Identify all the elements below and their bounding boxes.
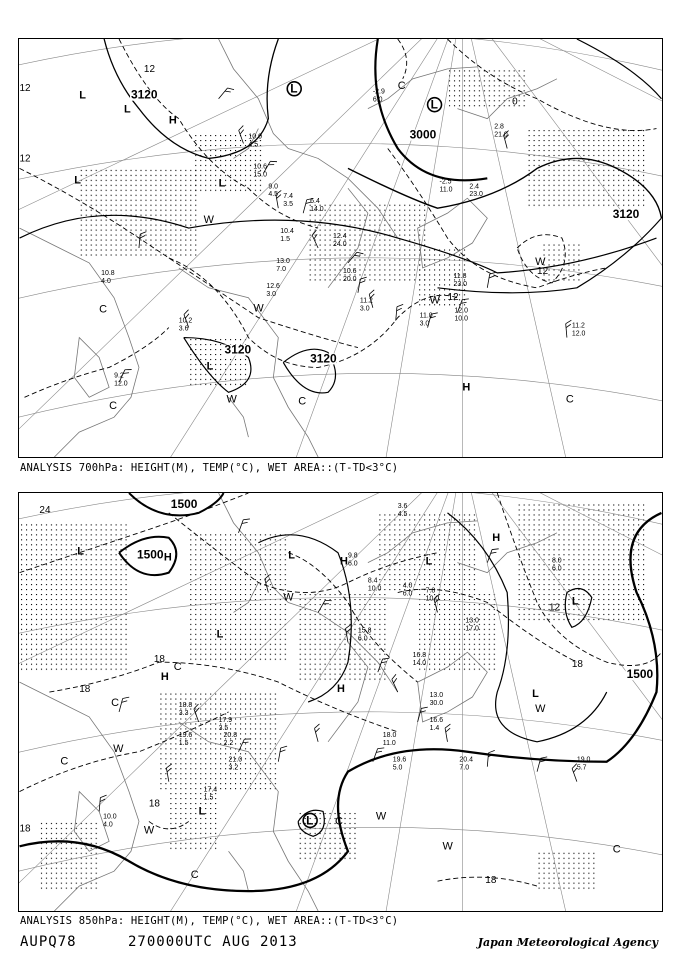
station-plot	[440, 178, 453, 193]
station-temperature: 12.6	[266, 282, 280, 290]
high-pressure-center: H	[492, 531, 501, 544]
station-temperature: 19.6	[178, 731, 193, 739]
station-plot	[420, 313, 433, 328]
wet-area-patch	[159, 692, 278, 792]
high-pressure-center: H	[462, 381, 471, 394]
low-pressure-center: L	[290, 81, 298, 96]
station-plot	[393, 757, 407, 772]
station-dewpoint-depression: 3.0	[419, 320, 430, 328]
station-temperature: 10.2	[178, 317, 193, 325]
wind-barb	[487, 547, 498, 565]
warm-center: W	[226, 393, 237, 406]
wind-barb	[278, 745, 287, 763]
station-dewpoint-depression: 2.2	[223, 739, 234, 747]
wet-area-patch	[20, 523, 129, 672]
station-plot	[283, 193, 293, 208]
station-dewpoint-depression: 1.5	[203, 794, 214, 802]
station-dewpoint-depression: 6.0	[551, 565, 562, 573]
station-temperature: 11.8	[453, 272, 467, 280]
station-dewpoint-depression: 14.0	[412, 660, 427, 668]
isotherm-label: 12	[143, 63, 156, 75]
station-temperature: 19.0	[576, 756, 591, 764]
station-temperature: 7.4	[283, 193, 293, 201]
warm-center: W	[203, 214, 214, 227]
station-temperature: 11.0	[419, 312, 433, 320]
station-temperature: 19.6	[392, 756, 407, 764]
wet-area-patch	[298, 593, 388, 683]
low-pressure-center: L	[77, 545, 84, 558]
station-dewpoint-depression: 12.0	[114, 380, 128, 388]
station-plot	[276, 258, 290, 273]
station-temperature: 2.4	[469, 183, 480, 191]
isotherm-label: 18	[148, 798, 160, 810]
map-850hpa	[19, 493, 662, 911]
cold-center: C	[109, 400, 118, 413]
station-temperature: -2.9	[372, 88, 385, 96]
station-plot	[453, 273, 467, 288]
isotherm-label: 0	[512, 96, 518, 108]
station-temperature: 13.0	[276, 257, 290, 265]
map-panel-850hpa	[18, 492, 663, 912]
low-pressure-center: L	[206, 360, 214, 373]
low-pressure-center: L	[124, 103, 131, 116]
station-dewpoint-depression: 10.0	[367, 585, 382, 593]
station-plot	[253, 163, 267, 178]
station-plot	[383, 732, 397, 747]
height-contour-label: 3120	[131, 87, 158, 102]
station-temperature: 8.0	[551, 557, 562, 565]
station-temperature: 10.0	[248, 133, 262, 141]
station-dewpoint-depression: 3.0	[266, 290, 277, 298]
station-plot	[465, 617, 479, 632]
wet-area-patch	[527, 129, 646, 209]
station-dewpoint-depression: 4.5	[397, 510, 408, 518]
isotherm-label: 18	[79, 684, 91, 696]
station-dewpoint-depression: 23.0	[469, 191, 483, 199]
station-plot	[430, 692, 444, 707]
isotherm	[398, 39, 407, 79]
isotherm-label: 12	[537, 265, 549, 277]
station-dewpoint-depression: 6.0	[372, 96, 383, 104]
warm-center: W	[442, 840, 453, 853]
station-plot	[413, 652, 427, 667]
station-dewpoint-depression: 30.0	[429, 699, 444, 707]
station-plot	[552, 558, 562, 573]
station-temperature: 16.8	[412, 652, 427, 660]
station-dewpoint-depression: 17.0	[465, 625, 479, 633]
map-700hpa	[19, 39, 662, 457]
warm-center: W	[253, 302, 264, 315]
wind-barb	[119, 696, 129, 714]
isotherm-label: 18	[153, 654, 165, 666]
station-temperature: 10.6	[253, 163, 267, 171]
low-pressure-center: L	[288, 549, 295, 562]
station-dewpoint-depression: 14.0	[310, 206, 324, 214]
isotherm-label: 18	[19, 823, 31, 835]
station-dewpoint-depression: 5.0	[392, 764, 403, 772]
station-dewpoint-depression: 3.6	[178, 325, 189, 333]
station-temperature: 6.4	[310, 198, 320, 206]
isotherm	[25, 328, 169, 398]
station-temperature: 20.4	[459, 756, 473, 764]
height-contour	[577, 39, 662, 99]
station-dewpoint-depression: 10.0	[454, 315, 469, 323]
station-plot	[348, 553, 358, 568]
station-temperature: 17.9	[218, 716, 233, 724]
station-temperature: 10.0	[103, 813, 117, 821]
wind-barb	[99, 795, 106, 812]
station-dewpoint-depression: 15.0	[253, 171, 267, 179]
height-contour-label: 3120	[612, 207, 640, 222]
wind-barb	[537, 755, 547, 773]
low-pressure-center: L	[430, 97, 438, 112]
height-contour-label: 1500	[626, 667, 654, 682]
isotherm-label: 12	[19, 82, 31, 94]
station-dewpoint-depression: 1.5	[178, 739, 189, 747]
wet-area-patch	[189, 533, 289, 662]
cold-center: C	[99, 303, 108, 316]
isotherm-label: 24	[39, 504, 51, 516]
station-temperature: 9.0	[268, 183, 279, 191]
station-temperature: 2.8	[494, 123, 504, 131]
low-pressure-center: L	[306, 813, 314, 828]
station-temperature: 13.0	[429, 692, 444, 700]
warm-center: W	[535, 255, 546, 268]
cold-center: C	[612, 843, 621, 856]
wet-area-stipple	[79, 69, 646, 387]
cold-center: C	[397, 79, 406, 92]
cold-center: C	[173, 661, 182, 674]
height-contour-label: 3000	[409, 127, 437, 142]
isotherm-label: 12	[549, 602, 561, 614]
height-contour-label: 3120	[224, 342, 252, 357]
wind-barb	[314, 724, 324, 742]
cold-center: C	[190, 869, 199, 882]
station-plot	[577, 757, 591, 772]
station-dewpoint-depression: 1.4	[429, 724, 440, 732]
station-dewpoint-depression: 3.5	[218, 724, 229, 732]
high-pressure-center: H	[340, 555, 348, 568]
wind-barb	[487, 750, 494, 767]
cold-center: C	[60, 755, 69, 768]
station-dewpoint-depression: 3.2	[228, 764, 239, 772]
station-dewpoint-depression: 6.0	[347, 560, 358, 568]
station-temperature: 11.2	[571, 322, 585, 330]
station-temperature: 18.8	[178, 701, 193, 709]
station-plot	[459, 757, 473, 772]
station-temperature: 12.4	[333, 233, 347, 241]
station-plot	[572, 323, 586, 338]
station-dewpoint-depression: 4.0	[101, 277, 111, 285]
cold-center: C	[335, 815, 343, 828]
station-dewpoint-depression: 1.5	[280, 236, 290, 244]
caption-700hpa: ANALYSIS 700hPa: HEIGHT(M), TEMP(°C), WET AREA::(T-TD<3°C)	[20, 462, 399, 474]
low-pressure-center: L	[218, 177, 226, 190]
station-dewpoint-depression: 23.0	[453, 280, 468, 288]
low-pressure-center: L	[79, 89, 86, 102]
station-dewpoint-depression: 11.0	[439, 186, 453, 194]
station-temperature: 10.6	[342, 267, 357, 275]
warm-center: W	[113, 742, 124, 755]
station-dewpoint-depression: 12.0	[571, 330, 586, 338]
station-temperature: 15.8	[357, 627, 372, 635]
latitude-line	[19, 39, 662, 84]
warm-center: W	[375, 810, 387, 823]
station-plot	[310, 198, 324, 213]
station-plot	[343, 268, 357, 283]
warm-center: W	[283, 591, 294, 604]
cold-center: C	[565, 393, 574, 406]
station-dewpoint-depression: 24.0	[333, 241, 347, 249]
wet-area-patch	[537, 851, 597, 891]
wind-barb	[391, 674, 404, 692]
station-temperature: 11.2	[359, 297, 373, 305]
wind-barb	[238, 517, 249, 535]
station-temperature: 10.8	[101, 269, 115, 277]
station-dewpoint-depression: 10.0	[425, 595, 440, 603]
station-dewpoint-depression: 4.5	[268, 191, 279, 199]
low-pressure-center: L	[532, 688, 539, 701]
issue-time: 270000UTC AUG 2013	[128, 934, 298, 950]
map-panel-700hpa	[18, 38, 663, 458]
isotherm-label: 12	[19, 153, 31, 165]
wind-barb	[487, 271, 496, 289]
station-plot	[268, 183, 278, 198]
wet-area-patch	[308, 203, 427, 283]
cold-center: C	[298, 395, 307, 408]
station-dewpoint-depression: 7.0	[459, 764, 470, 772]
station-temperature: 7.8	[425, 587, 436, 595]
height-contour-label: 3120	[310, 351, 337, 366]
station-dewpoint-depression: 4.5	[248, 141, 259, 149]
low-pressure-center: L	[198, 805, 206, 818]
station-dewpoint-depression: 3.0	[359, 305, 370, 313]
height-contour-label: 1500	[170, 496, 198, 511]
station-temperature: 18.0	[382, 731, 397, 739]
warm-center: W	[143, 824, 155, 837]
station-dewpoint-depression: 6.0	[402, 590, 413, 598]
station-plot	[333, 233, 347, 248]
station-temperature: 9.8	[347, 552, 358, 560]
station-temperature: 10.4	[280, 228, 294, 236]
station-temperature: 20.8	[223, 731, 238, 739]
station-plot	[114, 372, 128, 387]
cold-center: C	[111, 696, 120, 709]
wind-barb	[445, 724, 454, 742]
station-dewpoint-depression: 6.0	[357, 635, 368, 643]
agency-name: Japan Meteorological Agency	[477, 936, 658, 949]
isotherm-label: 18	[571, 659, 583, 671]
station-plot	[469, 183, 483, 198]
warm-center: W	[429, 294, 440, 307]
low-pressure-center: L	[425, 555, 433, 568]
station-plot	[494, 124, 508, 139]
station-temperature: 21.0	[228, 756, 243, 764]
wet-area-patch	[517, 503, 646, 622]
low-pressure-center: L	[216, 628, 224, 641]
station-dewpoint-depression: 11.0	[382, 739, 396, 747]
station-plot	[403, 583, 413, 598]
height-contour-label: 1500	[136, 547, 164, 562]
station-plot	[280, 228, 294, 243]
isotherm-label: 12	[447, 291, 459, 303]
low-pressure-center: L	[74, 174, 81, 187]
bulletin-id: AUPQ78	[20, 934, 77, 950]
low-pressure-center: L	[571, 595, 579, 608]
station-temperature: -2.5	[439, 178, 452, 186]
station-temperature: 9.2	[114, 372, 124, 380]
coastline-segment	[229, 851, 249, 891]
station-temperature: 17.4	[203, 786, 218, 794]
coastline-segment	[20, 228, 139, 457]
station-plot	[179, 318, 193, 333]
high-pressure-center: H	[163, 551, 172, 564]
station-dewpoint-depression: 5.7	[576, 764, 587, 772]
station-plot	[103, 813, 117, 828]
station-temperature: 8.4	[367, 577, 378, 585]
wet-area-patch	[39, 821, 99, 891]
station-dewpoint-depression: 21.0	[494, 131, 508, 139]
station-plot	[360, 298, 373, 313]
isotherm-label: 18	[485, 875, 497, 887]
station-plot	[454, 308, 468, 323]
station-temperature: 12.0	[454, 307, 469, 315]
station-dewpoint-depression: 7.0	[276, 265, 286, 273]
station-temperature: 16.6	[429, 716, 444, 724]
station-temperature: 13.0	[465, 617, 479, 625]
station-plot	[430, 717, 444, 732]
station-dewpoint-depression: 4.0	[103, 821, 113, 829]
station-dewpoint-depression: 3.3	[178, 709, 189, 717]
station-plot	[266, 283, 280, 298]
wind-barb	[373, 746, 384, 764]
station-dewpoint-depression: 3.5	[283, 201, 293, 209]
caption-850hpa: ANALYSIS 850hPa: HEIGHT(M), TEMP(°C), WET AREA::(T-TD<3°C)	[20, 915, 399, 927]
high-pressure-center: H	[160, 671, 169, 684]
wind-barb	[219, 86, 234, 103]
high-pressure-center: H	[168, 114, 177, 127]
station-dewpoint-depression: 20.0	[342, 275, 357, 283]
station-plot	[101, 270, 115, 285]
station-temperature: 3.6	[397, 502, 408, 510]
warm-center: W	[535, 702, 546, 715]
station-temperature: 4.0	[402, 582, 413, 590]
high-pressure-center: H	[337, 683, 345, 696]
station-plot	[398, 503, 408, 518]
